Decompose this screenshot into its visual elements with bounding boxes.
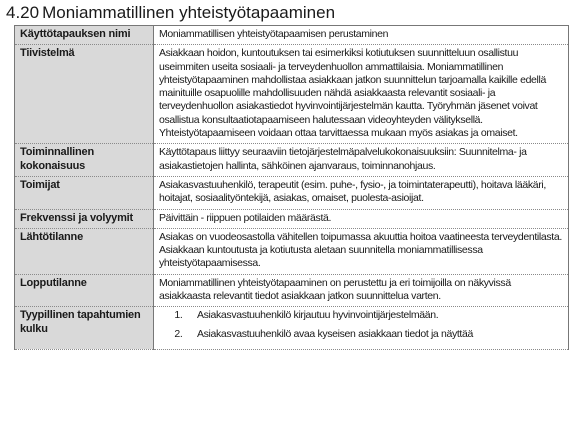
- event-steps-list: [159, 309, 563, 341]
- list-item: 1. Asiakasvastuuhenkilö kirjautuu hyvinvointijärjestelmään.: [185, 309, 563, 322]
- row-content: [154, 176, 569, 209]
- table-row: [15, 209, 569, 228]
- row-text: Asiakkaan hoidon, kuntoutuksen tai esimerkiksi kotiutuksen suunnitteluun osallistuu useimmiten useita sosiaali- ja terveydenhuollon ammattilaisia. Moniammatillinen yhteistyötapaaminen mahdollistaa asiakkaan jatkon suunnittelun tarjoamalla kaikille edellä mainituille osapuolille mahdollisuuden nähdä asiakkaasta relevantit sosiaali- ja terveydenhuollon asiakastiedot hyvinvointijärjestelmän kautta. Työryhmän jäsenet voivat osallistua konsultaatiotapaamiseen halutessaan videoyhteyden välityksellä. Yhteistyötapaamiseen voidaan ottaa tarvittaessa mukaan myös asiakas ja omaiset.: [159, 47, 546, 140]
- row-text: Asiakas on vuodeosastolla vähitellen toipumassa akuuttia hoitoa vaatineesta terveydentilasta. Asiakkaan kuntoutusta ja kotiutusta aletaan suunnitella moniammatillisessa yhteistyötapaamisessa.: [159, 230, 562, 270]
- row-content: [154, 274, 569, 307]
- row-content: [154, 307, 569, 350]
- row-label: Toimijat: [15, 176, 154, 209]
- row-content: [154, 228, 569, 274]
- table-row: [15, 144, 569, 177]
- row-label: Toiminnallinen kokonaisuus: [15, 144, 154, 177]
- row-label: Tiivistelmä: [15, 45, 154, 144]
- row-content: [154, 45, 569, 144]
- table-row: [15, 176, 569, 209]
- row-text: Asiakasvastuuhenkilö, terapeutit (esim. puhe-, fysio-, ja toimintaterapeutti), hoitava lääkäri, hoitajat, sosiaalityöntekijä, asiakas, omaiset, puolesta-asioijat.: [159, 178, 546, 205]
- row-label: Tyypillinen tapahtumien kulku: [15, 307, 154, 350]
- row-content: [154, 209, 569, 228]
- use-case-table: [14, 25, 569, 350]
- section-number: 4.20: [6, 3, 40, 22]
- row-text: Moniammatillisen yhteistyötapaamisen perustaminen: [159, 28, 389, 40]
- row-label: Käyttötapauksen nimi: [15, 26, 154, 45]
- row-text: Käyttötapaus liittyy seuraaviin tietojärjestelmäpalvelukokonaisuuksiin: Suunnitelma- ja asiakastietojen hallinta, sähköinen ajanvaraus, toiminnanohjaus.: [159, 146, 527, 172]
- table-row: [15, 26, 569, 45]
- table-row: [15, 307, 569, 350]
- list-item: 2. Asiakasvastuuhenkilö avaa kyseisen asiakkaan tiedot ja näyttää: [185, 328, 563, 341]
- row-label: Frekvenssi ja volyymit: [15, 209, 154, 228]
- table-row: [15, 274, 569, 307]
- row-content: [154, 144, 569, 177]
- table-row: [15, 228, 569, 274]
- row-content: [154, 26, 569, 45]
- row-label: Lopputilanne: [15, 274, 154, 307]
- section-heading: [6, 3, 335, 23]
- row-text: Moniammatillinen yhteistyötapaaminen on perustettu ja eri toimijoilla on näkyvissä asiakkaasta relevantit tiedot asiakkaan jatkon suunnittelua varten.: [159, 276, 511, 303]
- row-text: Päivittäin - riippuen potilaiden määrästä.: [159, 211, 332, 224]
- section-title: Moniammatillinen yhteistyötapaaminen: [42, 3, 336, 22]
- row-label: Lähtötilanne: [15, 228, 154, 274]
- table-row: [15, 45, 569, 144]
